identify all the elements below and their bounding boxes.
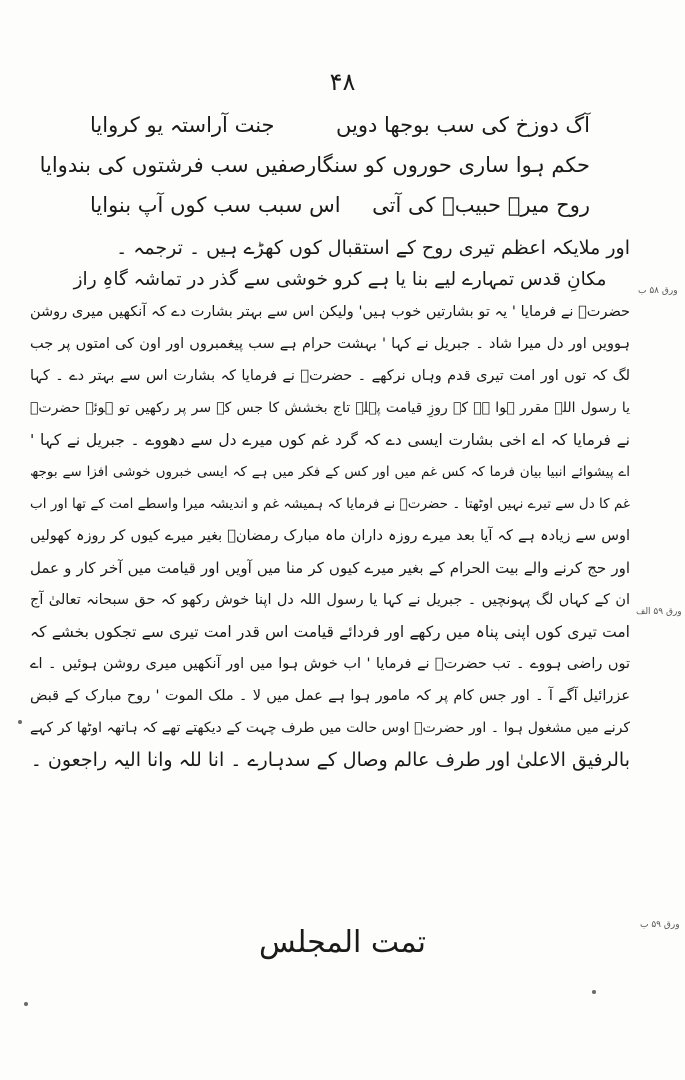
folio-margin-note: ورق ۵۹ الف (636, 607, 682, 617)
text-line: غم کا دل سے تیرے نہیں اوٹھتا ۔ حضرتؐ نے فرمایا کہ ہمیشہ غم و اندیشہ میرا واسطے امت کے تھا اور اب (30, 496, 630, 512)
verse-right-hemistich: روح میرے حبیبؐ کی آتی (372, 193, 590, 217)
persian-verse-line: مکانِ قدس تمہارے لیے بنا یا ہے کرو خوشی سے گذر در تماشہ گاہِ راز (73, 269, 607, 290)
closing-colophon: تمت المجلس (258, 925, 427, 960)
text-line: اور حج کرنے والے بیت الحرام کے بغیر میرے کیوں کر منا میں آویں اور قیامت میں آخر کار و عمل (30, 559, 630, 577)
verse-row (90, 185, 590, 225)
text-line: نے فرمایا کہ اے اخی بشارت ایسی دے کہ گرد غم کوں میرے دل سے دھووے ۔ جبریل نے کہا ' (30, 431, 630, 449)
verse-row (90, 105, 590, 145)
page-number: ۴۸ (329, 68, 356, 96)
text-line: ہوویں اور دل میرا شاد ۔ جبریل نے کہا ' بہشت حرام ہے سب پیغمبروں اور اون کی امتوں پر جب (30, 336, 630, 352)
text-line: حضرتؐ نے فرمایا ' یہ تو بشارتیں خوب ہیں' ولیکن اس سے بہتر بشارت دے کہ آنکھیں میری روشن (30, 304, 630, 320)
text-line: کرنے میں مشغول ہوا ۔ اور حضرتؐ اوس حالت میں طرف چہت کے دیکھتے تھے کہ ہاتھہ اوٹھا کر کہے (30, 720, 630, 736)
text-line: اور ملایکہ اعظم تیری روح کے استقبال کوں کھڑے ہیں ۔ ترجمہ ۔ (116, 237, 630, 259)
verse-block (39, 105, 590, 225)
verse-row (39, 145, 590, 185)
text-line: توں راضی ہووے ۔ تب حضرتؐ نے فرمایا ' اب خوش ہوا میں اور آنکھیں میری روشن ہوئیں ۔ اے (30, 656, 630, 672)
text-line: اوس سے زیادہ ہے کہ آیا بعد میرے روزہ داران ماہ مبارک رمضانؐ بغیر میرے کیوں کر روزہ کھولیں (30, 528, 630, 544)
paper-speck (24, 1002, 28, 1006)
paper-speck (18, 720, 22, 724)
text-line: لگ کہ توں اور امت تیری قدم وہاں نرکھے ۔ حضرتؐ نے فرمایا کہ بشارت اس سے بہتر دے ۔ کہا (30, 368, 630, 384)
paper-speck (592, 990, 596, 994)
prose-body (30, 232, 630, 776)
folio-margin-note: ورق ۵۸ ب (638, 286, 678, 296)
folio-margin-note: ورق ۵۹ ب (640, 920, 680, 930)
verse-right-hemistich: حکم ہوا ساری حوروں کو سنگار (306, 153, 590, 177)
text-line: ان کے کہاں لگ پہونچیں ۔ جبریل نے کہا یا رسول اللہ دل اپنا خوش رکھو کہ حق سبحانہ تعالیٰ آج (30, 592, 630, 608)
text-line: امت تیری کوں اپنی پناہ میں رکھے اور فردائے قیامت اس قدر امت تیری سے تجکوں بخشے کہ (30, 623, 630, 641)
text-line: عزرائیل آگے آ ۔ اور جس کام پر کہ مامور ہوا ہے عمل میں لا ۔ ملک الموت ' روح مبارک کے قبض (30, 688, 630, 704)
verse-right-hemistich: آگ دوزخ کی سب بوجھا دویں (336, 113, 590, 137)
verse-left-hemistich: صفیں سب فرشتوں کی بندوایا (39, 153, 307, 177)
verse-left-hemistich: اس سبب سب کوں آپ بنوایا (90, 193, 341, 217)
verse-left-hemistich: جنت آراستہ یو کروایا (90, 113, 275, 137)
text-line: یا رسول اللہ مقرر ہوا ہے کہ روزِ قیامت پہلے تاج بخشش کا جس کے سر پر رکھیں تو ہوئے حضرتؐ (30, 400, 630, 416)
text-line: اے پیشوائے انبیا بیان فرما کہ کس غم میں اور کس کے فکر میں ہے کہ ایسی خبروں خوشی افزا سے بوجھ (30, 464, 630, 480)
text-line: بالرفیق الاعلیٰ اور طرف عالم وصال کے سدہارے ۔ انا للہ وانا الیہ راجعون ۔ (30, 749, 630, 771)
